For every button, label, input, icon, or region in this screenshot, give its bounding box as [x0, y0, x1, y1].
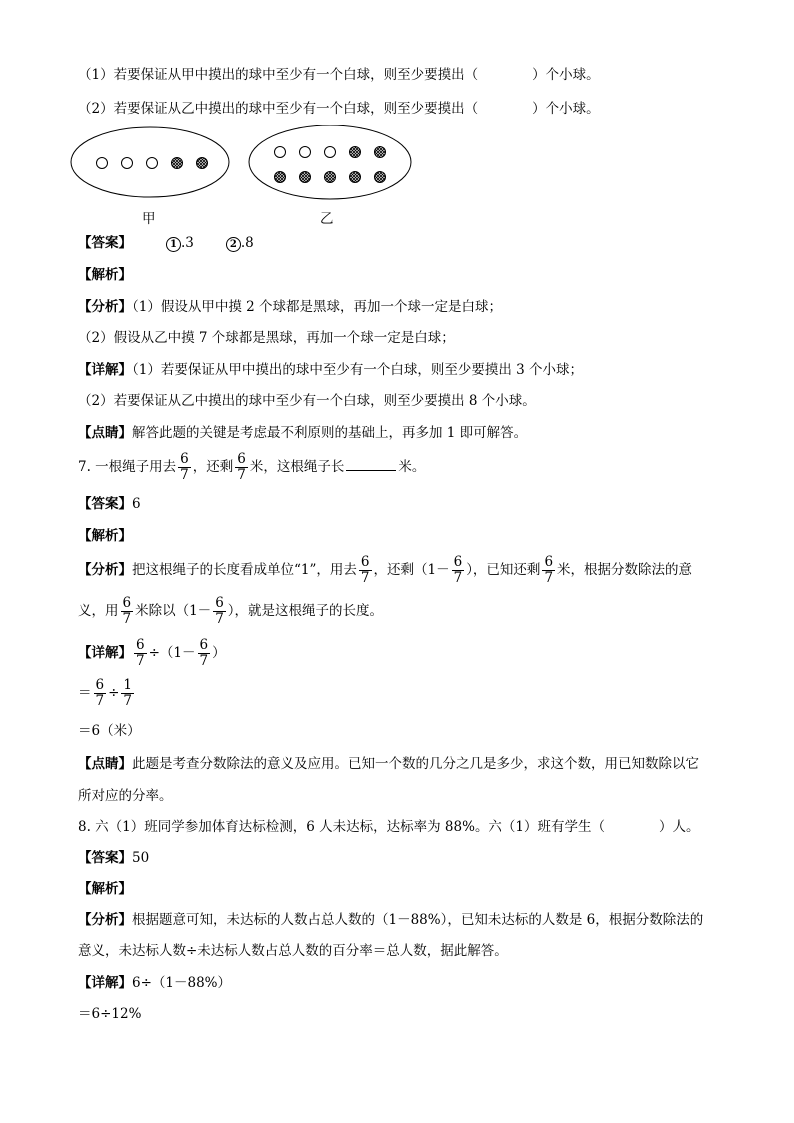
fraction: $\frac{1}{7}$: [123, 677, 132, 709]
q7-xiangjie: 【详解】 $\frac{6}{7}$ ÷（1－ $\frac{6}{7}$ ）: [78, 637, 226, 669]
label-jia: 甲: [142, 211, 156, 227]
q7-fenxi-2: 义，用 $\frac{6}{7}$ 米除以（1－ $\frac{6}{7}$ ），就是这根绳子的长度。: [78, 595, 384, 627]
q6-dianjing: 【点睛】解答此题的关键是考虑最不利原则的基础上，再多加 1 即可解答。: [78, 425, 528, 441]
q6-answer: 【答案】 1 .3 2 .8: [78, 235, 254, 251]
fraction: $\frac{6}{7}$: [215, 595, 224, 627]
fraction: $\frac{6}{7}$: [360, 554, 370, 586]
fraction: $\frac{6}{7}$: [199, 637, 209, 669]
white-ball: [300, 147, 311, 158]
answer-blank: [346, 456, 396, 471]
q6-jiexi: 【解析】: [78, 267, 132, 283]
black-ball: [350, 172, 361, 183]
circled-1-icon: 1: [166, 237, 181, 252]
fraction: $\frac{6}{7}$: [237, 451, 246, 483]
q7-result: ＝6（米）: [78, 723, 141, 739]
black-ball: [350, 147, 361, 158]
q6-fenxi: 【分析】（1）假设从甲中摸 2 个球都是黑球，再加一个球一定是白球；: [78, 299, 503, 315]
circled-2-icon: 2: [226, 237, 241, 252]
fraction: $\frac{6}{7}$: [136, 637, 145, 669]
q7-calc-step: ＝ $\frac{6}{7}$ ÷ $\frac{1}{7}$: [78, 677, 132, 709]
black-ball: [325, 172, 336, 183]
q6-fenxi-2: （2）假设从乙中摸 7 个球都是黑球，再加一个球一定是白球；: [78, 330, 455, 346]
q8-xiangjie: 【详解】6÷（1－88%）: [78, 975, 231, 991]
q8-fenxi: 【分析】根据题意可知，未达标的人数占总人数的（1－88%），已知未达标的人数是 6，根据分数除法的: [78, 912, 704, 928]
black-ball: [375, 172, 386, 183]
fraction: $\frac{6}{7}$: [122, 595, 132, 627]
q8-answer: 【答案】50: [78, 850, 150, 866]
fraction: $\frac{6}{7}$: [544, 554, 554, 586]
fraction: $\frac{6}{7}$: [95, 677, 105, 709]
black-ball: [197, 158, 208, 169]
q7-dianjing: 【点睛】此题是考查分数除法的意义及应用。已知一个数的几分之几是多少，求这个数，用已知数除以它: [78, 756, 699, 772]
black-ball: [300, 172, 311, 183]
white-ball: [97, 158, 108, 169]
white-ball: [325, 147, 336, 158]
q7-jiexi: 【解析】: [78, 528, 132, 544]
black-ball: [172, 158, 183, 169]
fraction: $\frac{6}{7}$: [453, 554, 463, 586]
q8-stem: 8. 六（1）班同学参加体育达标检测，6 人未达标，达标率为 88%。六（1）班有学生（ ）人。: [78, 819, 700, 835]
q8-fenxi-2: 意义，未达标人数÷未达标人数占总人数的百分率＝总人数，据此解答。: [78, 943, 508, 959]
black-ball: [275, 172, 286, 183]
q6-part2: （2）若要保证从乙中摸出的球中至少有一个白球，则至少要摸出（ ）个小球。: [78, 101, 600, 117]
black-ball: [375, 147, 386, 158]
q8-xiangjie-2: ＝6÷12%: [78, 1006, 142, 1022]
white-ball: [147, 158, 158, 169]
q8-jiexi: 【解析】: [78, 881, 132, 897]
q6-part1: （1）若要保证从甲中摸出的球中至少有一个白球，则至少要摸出（ ）个小球。: [78, 67, 600, 83]
white-ball: [122, 158, 133, 169]
q7-dianjing-2: 所对应的分率。: [78, 788, 173, 804]
label-yi: 乙: [320, 211, 334, 227]
q7-stem: 7. 一根绳子用去 $\frac{6}{7}$ ，还剩 $\frac{6}{7}$ 米，这根绳子长 米。: [78, 451, 426, 483]
fraction: $\frac{6}{7}$: [180, 451, 189, 483]
q7-answer: 【答案】6: [78, 496, 141, 512]
bag-yi: [249, 125, 411, 199]
q6-xiangjie: 【详解】（1）若要保证从甲中摸出的球中至少有一个白球，则至少要摸出 3 个小球；: [78, 362, 584, 378]
q7-fenxi: 【分析】把这根绳子的长度看成单位“1”，用去 $\frac{6}{7}$ ，还剩（1－ $\frac{6}{7}$ ），已知还剩 $\frac{6}{7}$ 米，根据分数除法的意: [78, 554, 693, 586]
white-ball: [275, 147, 286, 158]
q6-xiangjie-2: （2）若要保证从乙中摸出的球中至少有一个白球，则至少要摸出 8 个小球。: [78, 393, 536, 409]
ball-bags-figure: [60, 125, 420, 235]
